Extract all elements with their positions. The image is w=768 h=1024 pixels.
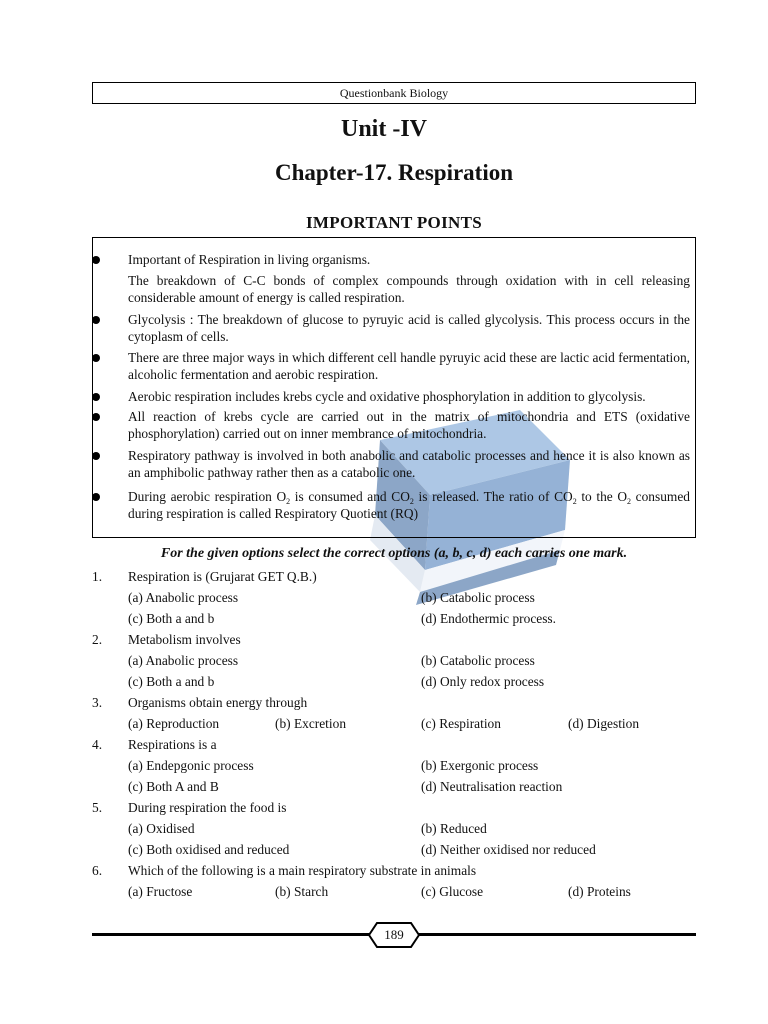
- unit-title: Unit -IV: [340, 116, 427, 142]
- point-item: There are three major ways in which different cell handle pyruyic acid these are lactic acid fermentation, alcoholic fermentation and aerobic respiration.: [128, 350, 690, 382]
- option-c: (c) Both A and B: [128, 779, 219, 794]
- bullet-icon: [92, 316, 100, 324]
- page-number: 189: [384, 927, 404, 942]
- option-b: (b) Excretion: [275, 716, 347, 731]
- option-a: (a) Oxidised: [128, 821, 195, 836]
- point-item: Respiratory pathway is involved in both anabolic and catabolic processes and hence it is also known as an amphibolic pathway rather then as a catabolic one.: [128, 448, 690, 480]
- chapter-title: Chapter-17. Respiration: [274, 160, 514, 185]
- point-item: The breakdown of C-C bonds of complex compounds through oxidation with in cell releasing considerable amount of energy is called respiration.: [128, 273, 690, 305]
- option-b: (b) Starch: [275, 884, 329, 899]
- question-number: 3.: [92, 695, 103, 710]
- option-d: (d) Only redox process: [421, 674, 545, 689]
- page-number-badge: [368, 922, 420, 948]
- option-d: (d) Proteins: [568, 884, 631, 899]
- option-a: (a) Anabolic process: [128, 590, 239, 605]
- option-c: (c) Both a and b: [128, 674, 215, 689]
- question-number: 5.: [92, 800, 103, 815]
- bullet-icon: [92, 452, 100, 460]
- option-b: (b) Catabolic process: [421, 653, 535, 668]
- option-a: (a) Anabolic process: [128, 653, 239, 668]
- bullet-icon: [92, 393, 100, 401]
- option-b: (b) Reduced: [421, 821, 487, 836]
- option-a: (a) Endepgonic process: [128, 758, 254, 773]
- point-item: All reaction of krebs cycle are carried out in the matrix of mitochondria and ETS (oxidative phosphorylation) carried out on inner membrance of mitochondria.: [128, 409, 690, 441]
- question-text: Organisms obtain energy through: [128, 695, 308, 710]
- question-text: During respiration the food is: [128, 800, 287, 815]
- bullet-icon: [92, 256, 100, 264]
- question-text: Respirations is a: [128, 737, 217, 752]
- question-text: Which of the following is a main respiratory substrate in animals: [128, 863, 477, 878]
- header-title: Questionbank Biology: [339, 86, 449, 100]
- point-item: During aerobic respiration $O_2$ is consumed and $CO_2$ is released. The ratio of $CO_2$ to the $O_2$ consumed during respiration is called Respiratory Quotient (RQ): [128, 489, 690, 521]
- point-item: Important of Respiration in living organisms.: [128, 252, 371, 267]
- option-c: (c) Both oxidised and reduced: [128, 842, 290, 857]
- option-d: (d) Neutralisation reaction: [421, 779, 563, 794]
- option-a: (a) Fructose: [128, 884, 193, 899]
- question-number: 4.: [92, 737, 103, 752]
- question-number: 2.: [92, 632, 103, 647]
- option-c: (c) Glucose: [421, 884, 484, 899]
- question-text: Metabolism involves: [128, 632, 241, 647]
- point-item: Aerobic respiration includes krebs cycle and oxidative phosphorylation in addition to glycolysis.: [128, 389, 646, 404]
- section-title: IMPORTANT POINTS: [306, 213, 482, 232]
- option-d: (d) Digestion: [568, 716, 640, 731]
- point-item: Glycolysis : The breakdown of glucose to pyruyic acid is called glycolysis. This process occurs in the cytoplasm of cells.: [128, 312, 690, 344]
- option-d: (d) Endothermic process.: [421, 611, 556, 626]
- bullet-icon: [92, 354, 100, 362]
- question-text: Respiration is (Grujarat GET Q.B.): [128, 569, 317, 584]
- question-number: 6.: [92, 863, 103, 878]
- option-c: (c) Both a and b: [128, 611, 215, 626]
- option-b: (b) Catabolic process: [421, 590, 535, 605]
- option-b: (b) Exergonic process: [421, 758, 539, 773]
- bullet-icon: [92, 493, 100, 501]
- instruction-text: For the given options select the correct options (a, b, c, d) each carries one mark.: [160, 546, 628, 561]
- page-header: [92, 82, 696, 104]
- question-number: 1.: [92, 569, 103, 584]
- option-c: (c) Respiration: [421, 716, 501, 731]
- bullet-icon: [92, 413, 100, 421]
- option-d: (d) Neither oxidised nor reduced: [421, 842, 596, 857]
- option-a: (a) Reproduction: [128, 716, 220, 731]
